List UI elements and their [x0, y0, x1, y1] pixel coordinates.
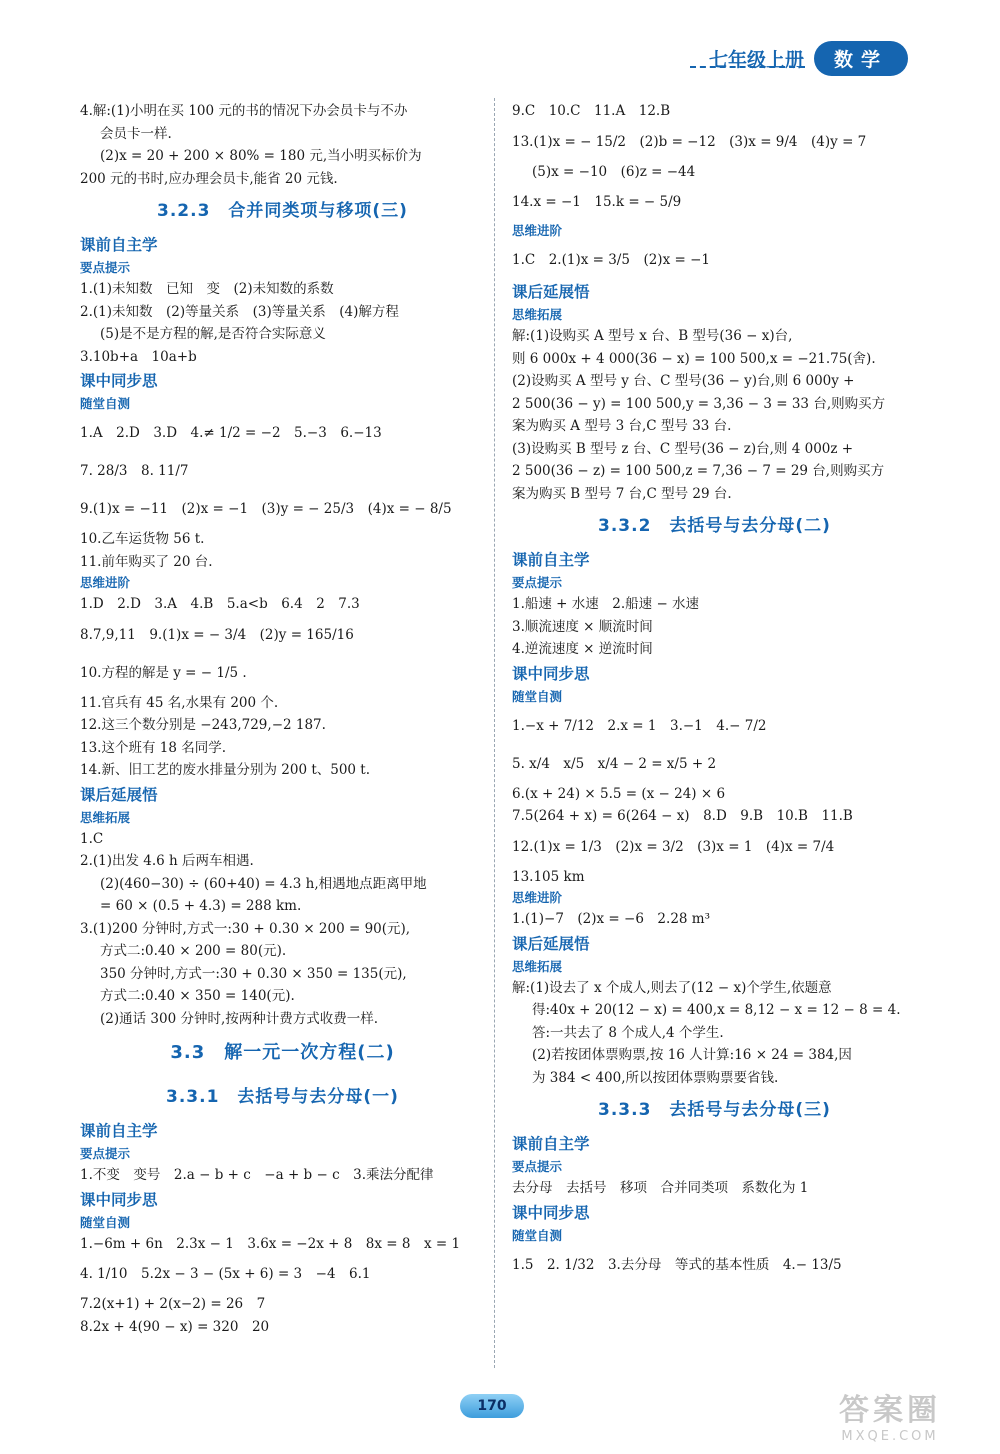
- page-number: 170: [460, 1394, 524, 1418]
- answer-line: 1.(1)未知数 已知 变 (2)未知数的系数: [80, 281, 334, 297]
- answer-line: 4. 1/10 5.2x − 3 − (5x + 6) = 3 −4 6.1: [80, 1266, 371, 1282]
- section-heading: 3.3.1 去括号与去分母(一): [166, 1087, 399, 1107]
- part-heading: 课中同步思: [512, 1203, 590, 1222]
- subpart-heading: 思维进阶: [512, 223, 563, 238]
- subpart-heading: 思维拓展: [512, 958, 563, 974]
- subpart-heading: 随堂自测: [80, 396, 131, 411]
- answer-line: 2 500(36 − z) = 100 500,z = 7,36 − 7 = 29 台,则购买方: [512, 463, 885, 479]
- part-heading: 课前自主学: [512, 1135, 590, 1153]
- part-heading: 课中同步思: [80, 1190, 158, 1209]
- watermark-title: 答案圈: [839, 1393, 941, 1428]
- answer-line: 12.(1)x = 1/3 (2)x = 3/2 (3)x = 1 (4)x = 7/4: [512, 838, 835, 855]
- answer-line: 14.x = −1 15.k = − 5/9: [512, 194, 682, 210]
- chapter-heading: 3.3 解一元一次方程(二): [170, 1042, 395, 1063]
- page-header: [709, 38, 908, 78]
- answer-line: 得:40x + 20(12 − x) = 400,x = 8,12 − x = 12 − 8 = 4.: [532, 1002, 901, 1018]
- answer-line: 1.−6m + 6n 2.3x − 1 3.6x = −2x + 8 8x = 8 x = 1: [80, 1235, 461, 1252]
- answer-line: = 60 × (0.5 + 4.3) = 288 km.: [100, 898, 302, 914]
- answer-line: 3.(1)200 分钟时,方式一:30 + 0.30 × 200 = 90(元),: [80, 920, 411, 937]
- section-heading: 3.3.2 去括号与去分母(二): [598, 516, 831, 536]
- answer-line: 8.2x + 4(90 − x) = 320 20: [80, 1318, 270, 1335]
- subpart-heading: 要点提示: [512, 1159, 563, 1174]
- answer-line: 10.乙车运货物 56 t.: [80, 531, 205, 547]
- answer-line: 8.7,9,11 9.(1)x = − 3/4 (2)y = 165/16: [80, 626, 354, 643]
- answer-line: 9.C 10.C 11.A 12.B: [512, 103, 671, 119]
- answer-line: (3)设购买 B 型号 z 台、C 型号(36 − z)台,则 4 000z +: [512, 440, 854, 457]
- answer-line: (5)x = −10 (6)z = −44: [532, 163, 696, 180]
- answer-line: 去分母 去括号 移项 合并同类项 系数化为 1: [512, 1180, 809, 1196]
- answer-line: 3.顺流速度 × 顺流时间: [512, 618, 653, 635]
- answer-line: 则 6 000x + 4 000(36 − x) = 100 500,x = −21.75(舍).: [512, 350, 876, 367]
- header-dashed-underline: [690, 66, 805, 68]
- answer-line: 案为购买 A 型号 3 台,C 型号 33 台.: [512, 418, 732, 434]
- part-heading: 课前自主学: [80, 236, 158, 254]
- answer-line: 1.C 2.(1)x = 3/5 (2)x = −1: [512, 252, 710, 268]
- answer-line: 6.(x + 24) × 5.5 = (x − 24) × 6: [512, 785, 726, 802]
- part-heading: 课后延展悟: [80, 785, 158, 804]
- answer-line: 13.这个班有 18 名同学.: [80, 739, 227, 756]
- answer-line: 方式二:0.40 × 350 = 140(元).: [100, 988, 295, 1004]
- answer-line: 方式二:0.40 × 200 = 80(元).: [100, 943, 287, 959]
- watermark-url: MXQE.COM: [841, 1429, 939, 1444]
- section-heading: 3.3.3 去括号与去分母(三): [598, 1100, 831, 1120]
- subpart-heading: 随堂自测: [512, 1227, 563, 1243]
- answer-line: 3.10b+a 10a+b: [80, 348, 197, 365]
- answer-line: 解:(1)设去了 x 个成人,则去了(12 − x)个学生,依题意: [512, 979, 832, 996]
- subpart-heading: 要点提示: [512, 575, 563, 590]
- answer-line: 2.(1)出发 4.6 h 后两车相遇.: [80, 853, 254, 869]
- answer-line: 2.(1)未知数 (2)等量关系 (3)等量关系 (4)解方程: [80, 303, 399, 320]
- answer-line: 1.5 2. 1/32 3.去分母 等式的基本性质 4.− 13/5: [512, 1256, 842, 1273]
- answer-line: 案为购买 B 型号 7 台,C 型号 29 台.: [512, 485, 732, 502]
- answer-line: 4.解:(1)小明在买 100 元的书的情况下办会员卡与不办: [80, 103, 408, 119]
- answer-line: 2 500(36 − y) = 100 500,y = 3,36 − 3 = 33 台,则购买方: [512, 395, 886, 412]
- answer-line: 200 元的书时,应办理会员卡,能省 20 元钱.: [80, 170, 338, 187]
- part-heading: 课后延展悟: [512, 283, 590, 301]
- subpart-heading: 思维拓展: [512, 307, 563, 322]
- answer-line: 7. 28/3 8. 11/7: [80, 463, 189, 479]
- part-heading: 课中同步思: [80, 372, 158, 390]
- answer-line: 350 分钟时,方式一:30 + 0.30 × 350 = 135(元),: [100, 965, 407, 982]
- answer-line: 11.前年购买了 20 台.: [80, 553, 213, 570]
- answer-line: (2)设购买 A 型号 y 台、C 型号(36 − y)台,则 6 000y +: [512, 373, 855, 389]
- answer-line: 1.不变 变号 2.a − b + c −a + b − c 3.乘法分配律: [80, 1167, 434, 1183]
- part-heading: 课后延展悟: [512, 934, 590, 953]
- answer-line: 1.−x + 7/12 2.x = 1 3.−1 4.− 7/2: [512, 717, 767, 734]
- subpart-heading: 要点提示: [80, 1146, 131, 1161]
- answer-line: 1.D 2.D 3.A 4.B 5.a<b 6.4 2 7.3: [80, 596, 360, 612]
- subpart-heading: 思维拓展: [80, 809, 131, 825]
- answer-line: 1.A 2.D 3.D 4.≠ 1/2 = −2 5.−3 6.−13: [80, 425, 382, 441]
- subpart-heading: 要点提示: [80, 260, 131, 275]
- answer-line: 12.这三个数分别是 −243,729,−2 187.: [80, 717, 326, 733]
- part-heading: 课前自主学: [80, 1122, 158, 1140]
- answer-line: 13.(1)x = − 15/2 (2)b = −12 (3)x = 9/4 (4)y = 7: [512, 133, 867, 150]
- part-heading: 课中同步思: [512, 664, 590, 683]
- answer-line: 4.逆流速度 × 逆流时间: [512, 641, 653, 657]
- answer-line: (2)x = 20 + 200 × 80% = 180 元,当小明买标价为: [100, 148, 422, 164]
- answer-line: 会员卡一样.: [100, 125, 172, 142]
- column-divider: [494, 98, 495, 1368]
- answer-line: 10.方程的解是 y = − 1/5 .: [80, 664, 247, 681]
- answer-line: 9.(1)x = −11 (2)x = −1 (3)y = − 25/3 (4)x = − 8/5: [80, 501, 452, 517]
- watermark-logo: [800, 1385, 980, 1444]
- answer-line: 7.2(x+1) + 2(x−2) = 26 7: [80, 1296, 266, 1312]
- answer-line: (2)(460−30) ÷ (60+40) = 4.3 h,相遇地点距离甲地: [100, 875, 427, 892]
- subpart-heading: 思维进阶: [80, 575, 131, 590]
- answer-line: 7.5(264 + x) = 6(264 − x) 8.D 9.B 10.B 11.B: [512, 808, 853, 824]
- answer-line: 1.C: [80, 830, 104, 847]
- subpart-heading: 思维进阶: [512, 890, 563, 905]
- answer-line: (5)是不是方程的解,是否符合实际意义: [100, 326, 326, 342]
- subject-badge: 数学: [814, 41, 908, 76]
- answer-line: (2)通话 300 分钟时,按两种计费方式收费一样.: [100, 1010, 379, 1027]
- answer-line: 为 384 < 400,所以按团体票购票要省钱.: [532, 1069, 779, 1086]
- answer-line: 13.105 km: [512, 868, 585, 885]
- grade-label: 七年级上册: [708, 48, 804, 71]
- answer-line: 5. x/4 x/5 x/4 − 2 = x/5 + 2: [512, 755, 717, 772]
- subpart-heading: 随堂自测: [512, 688, 563, 704]
- answer-line: 解:(1)设购买 A 型号 x 台、B 型号(36 − x)台,: [512, 328, 793, 344]
- answer-line: 14.新、旧工艺的废水排量分别为 200 t、500 t.: [80, 762, 371, 778]
- part-heading: 课前自主学: [512, 551, 590, 569]
- right-column: [512, 100, 917, 1284]
- answer-line: 11.官兵有 45 名,水果有 200 个.: [80, 694, 279, 711]
- left-column: [80, 100, 485, 1338]
- answer-line: 1.(1)−7 (2)x = −6 2.28 m³: [512, 911, 710, 927]
- section-heading: 3.2.3 合并同类项与移项(三): [157, 201, 408, 221]
- answer-line: 1.船速 + 水速 2.船速 − 水速: [512, 596, 700, 612]
- answer-line: (2)若按团体票购票,按 16 人计算:16 × 24 = 384,因: [532, 1047, 852, 1063]
- subpart-heading: 随堂自测: [80, 1214, 131, 1230]
- answer-line: 答:一共去了 8 个成人,4 个学生.: [532, 1024, 724, 1041]
